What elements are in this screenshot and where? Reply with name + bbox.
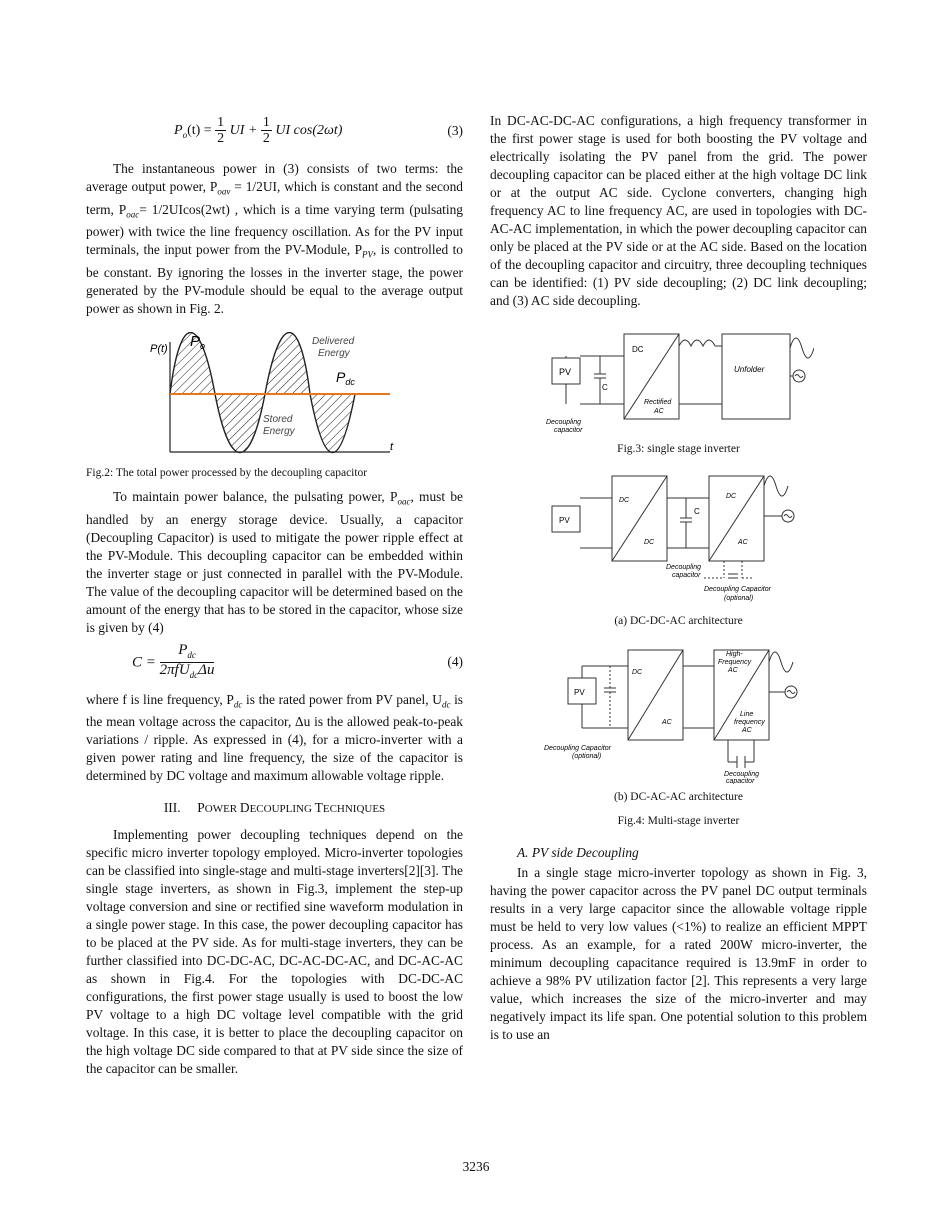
fig2-po-label: $P_o$ [189,333,205,352]
fig3-decoupling-label: Decoupling [545,419,581,426]
section-heading: III. POWER DECOUPLING TECHNIQUES [163,800,386,816]
equation-number: (3) [447,123,463,138]
fig4b-hf1-label: High- [725,651,743,658]
fig3-pv-label: PV [558,367,571,377]
fig4a-decoupling-label: Decoupling [665,564,701,571]
fig4b-caption: (b) DC-AC-AC architecture [613,791,743,803]
subsection-heading: A. PV side Decoupling [517,845,639,860]
fig3-ac-label: AC [653,408,664,415]
fig4a-dc3-label: DC [725,493,736,500]
left-column [86,112,463,1078]
fig2-caption: Fig.2: The total power processed by the decoupling capacitor [86,467,368,480]
fig2-power-graph [150,332,400,462]
fig4b-lf1-label: Line [739,711,753,718]
fig2-delivered-label: Delivered [311,336,354,348]
fig4b-lf2-label: frequency [733,719,765,726]
fig3-caption: Fig.3: single stage inverter [617,443,740,455]
right-column [490,112,867,1044]
fig4a-caption: (a) DC-DC-AC architecture [614,615,743,627]
fig4a-dc-dc-ac-diagram [544,468,814,608]
equation-3: $P_o(t)$ = $\frac{1}{2}$ UI + $\frac{1}{2}$ UI cos(2ωt) (3) [174,115,463,146]
fig4b-dc-label: DC [631,669,642,676]
fig4a-capacitor-label: capacitor [671,572,700,579]
fig4b-hf3-label: AC [727,667,738,674]
paragraph-pv-side: In a single stage micro-inverter topology as shown in Fig. 3, having the power capacitor across the PV panel DC output terminals results in a very large capacitor since the allowable voltage ripple must be held to very low values (<1%) to realize an efficient MPPT process. As an example, for a rated 200W micro-inverter, the minimum decoupling capacitance required is 13.9mF in order to achieve a 98% PV utilization factor [2]. This represents a very large value, which increases the size of the micro-inverter and may negatively impact its life span. One potential solution to this problem is to use an [490,865,867,1042]
fig4a-optional-cap-label: Decoupling Capacitor [703,586,771,593]
paragraph-topologies: Implementing power decoupling techniques depend on the specific micro inverter topology employed. Micro-inverter topologies can be classified into single-stage and multi-stage inverters[2][3]. The single stage inverters, as shown in Fig.3, implement the step-up voltage conversion and sine or rectified sine waveform modulation in a single power stage. In this case, the power decoupling capacitor has to be placed at the PV side. As for multi-stage inverters, they can be further classified into DC-DC-AC, DC-AC-DC-AC, and DC-AC-AC as shown in Fig.4. For the topologies with DC-DC-AC configurations, the first power stage usually is used to boost the low PV voltage to a high DC voltage level compatible with the grid voltage. In this case, it is better to place the decoupling capacitor on the high voltage DC side compared to that at PV side since the size of the capacitor can be smaller. [86,827,463,1077]
fig4b-opt-cap-label: Decoupling Capacitor [543,745,611,752]
fig4a-pv-label: PV [558,516,570,525]
fig2-energy-label-1: Energy [317,348,350,360]
fig2-energy-label-2: Energy [262,426,295,438]
fig4a-dc1-label: DC [618,497,629,504]
fig4b-dc-ac-ac-diagram [544,644,814,784]
fig2-pdc-label: $P_{dc}$ [335,369,355,388]
fig4-caption: Fig.4: Multi-stage inverter [617,815,740,827]
fig4b-ac1-label: AC [661,719,672,726]
fig4a-optional-label: (optional) [723,595,753,602]
paragraph-decoupling-capacitor: To maintain power balance, the pulsating power, $P_{oac}$, must be handled by an energy storage device. Usually, a capacitor (Decoupling Capacitor) is used to mitigate the power ripple effect at the PV-Module. This decoupling capacitor can be embedded within the inverter stage or just connected in parallel with the PV-Module. The value of the decoupling capacitor will be determined based on the amount of the energy that has to be stored in the capacitor, whose size is given by (4) [86,489,463,635]
fig2-x-label: t [389,441,393,454]
fig4a-c-label: C [693,507,700,516]
paragraph-where: where f is line frequency, $P_{dc}$ is the rated power from PV panel, $U_{dc}$ is the mean voltage across the capacitor, Δu is the allowed peak-to-peak variations / ripple. As expressed in (4), for a micro-inverter with a given power rating and line frequency, the size of the capacitor is determined by DC voltage and maximum allowable voltage ripple. [86,691,464,784]
paragraph-configurations: In DC-AC-DC-AC configurations, a high frequency transformer in the first power stage is used for both boosting the PV voltage and electrically isolating the PV panel from the grid. The power decoupling capacitor can be placed either at the high voltage DC link or at the output AC side. Cyclone converters, changing high frequency AC to line frequency AC, are used in topologies with DC-AC-AC implementation, in which the power decoupling capacitor can only be placed at the PV side or at the AC side. Based on the location of the decoupling capacitor and circuitry, three decoupling techniques can be identified: (1) PV side decoupling; (2) DC link decoupling; and (3) AC side decoupling. [490,113,867,308]
fig3-single-stage-diagram [544,326,814,436]
fig4b-capacitor-label: capacitor [725,778,754,784]
fig4a-ac-label: AC [737,539,748,546]
fig2-stored-label: Stored [262,414,292,426]
page-number: 3236 [462,1159,490,1174]
fig3-rectified-label: Rectified [643,399,671,406]
fig3-unfolder-label: Unfolder [733,365,764,374]
fig4b-opt-label: (optional) [571,753,601,760]
fig4b-decoupling-label: Decoupling [723,771,759,778]
fig4b-lf3-label: AC [741,727,752,734]
paragraph-power-terms: The instantaneous power in (3) consists of two terms: the average output power, $P_{oav} = 1/2UI$, which is constant and the second term, $P_{oac}= 1/2UIcos(2wt)$ , which is a time varying term (pulsating power) with twice the line frequency oscillation. As for the PV input terminals, the input power from the PV-Module, $P_{PV}$, is controlled to be constant. By ignoring the losses in the inverter stage, the power generated by the PV-module should be equal to the average output power as shown in Fig. 2. [86,161,463,317]
fig4a-dc2-label: DC [643,539,654,546]
equation-number: (4) [447,653,463,669]
fig4b-hf2-label: Frequency [717,659,751,666]
fig4b-pv-label: PV [573,688,585,697]
fig2-y-label: P(t) [149,343,168,356]
fig3-dc-label: DC [631,345,644,354]
fig3-c-label: C [601,383,608,392]
fig3-capacitor-label: capacitor [553,427,582,434]
equation-4: C = $\frac{P_{dc}}{2\pi fU_{dc}\Delta u}$ (4) [132,641,463,680]
